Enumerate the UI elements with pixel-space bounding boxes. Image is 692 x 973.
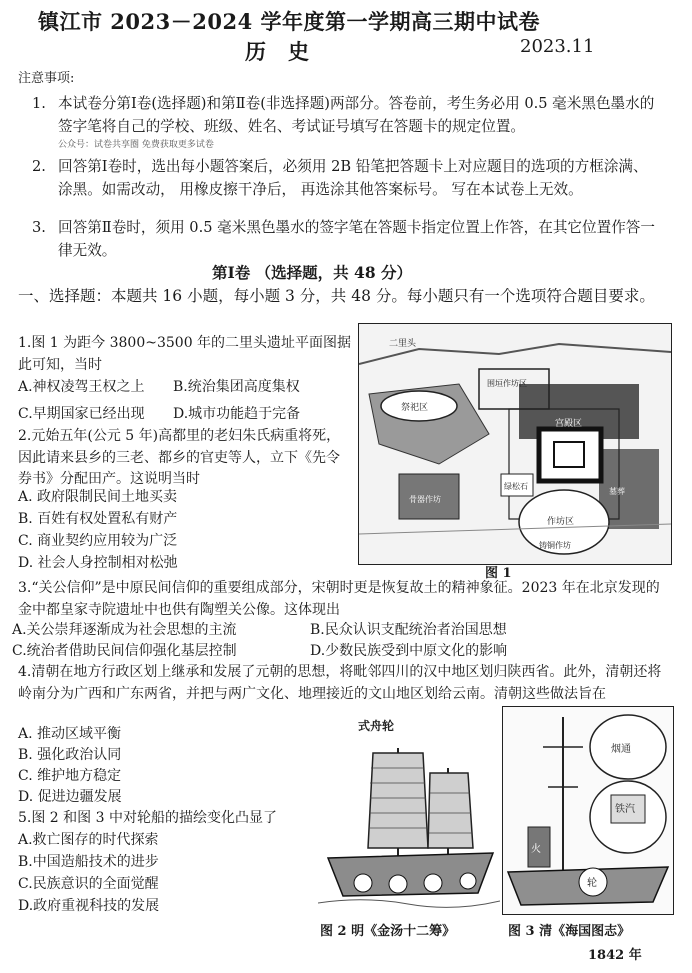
question-1-stem: 1.图 1 为距今 3800~3500 年的二里头遗址平面图据此可知，当时 bbox=[18, 335, 352, 373]
question-2-option-a: A. 政府限制民间土地买卖 bbox=[18, 489, 178, 505]
figure-2-inscription: 式舟轮 bbox=[358, 719, 395, 733]
site-label: 祭祀区 bbox=[401, 403, 429, 413]
question-4-option-d: D. 促进边疆发展 bbox=[18, 789, 122, 805]
question-1-option-c: C.早期国家已经出现 bbox=[18, 406, 145, 422]
notice-text: 回答第Ⅱ卷时，须用 0.5 毫米黑色墨水的签字笔在答题卡指定位置上作答，在其它位置作答一律无效。 bbox=[58, 219, 655, 259]
question-5-option-c: C.民族意识的全面觉醒 bbox=[18, 876, 159, 892]
question-2-option-d: D. 社会人身控制相对松弛 bbox=[18, 555, 178, 571]
exam-title: 镇江市 2023－2024 学年度第一学期高三期中试卷 bbox=[38, 9, 541, 34]
question-4-option-a: A. 推动区域平衡 bbox=[18, 726, 122, 742]
figure-1-site-plan bbox=[358, 323, 672, 565]
site-label: 墓葬 bbox=[609, 487, 625, 496]
steamship-label: 烟通 bbox=[611, 744, 631, 755]
notice-heading: 注意事项: bbox=[18, 71, 75, 86]
figure-3-caption: 图 3 清《海国图志》 bbox=[508, 924, 631, 939]
question-1-option-b: B.统治集团高度集权 bbox=[173, 379, 300, 395]
exam-subject: 历史 bbox=[245, 39, 331, 64]
site-plan-drawing bbox=[359, 324, 671, 564]
steamship-label: 轮 bbox=[587, 878, 597, 889]
site-label: 宫殿区 bbox=[555, 419, 583, 429]
site-label: 围垣作坊区 bbox=[487, 379, 527, 388]
question-1-option-a: A.神权凌驾王权之上 bbox=[18, 379, 145, 395]
question-5-stem: 5.图 2 和图 3 中对轮船的描绘变化凸显了 bbox=[18, 810, 277, 826]
notice-number: 3. bbox=[32, 219, 46, 236]
figure-3-steamship bbox=[502, 706, 674, 915]
question-3-option-c: C.统治者借助民间信仰强化基层控制 bbox=[12, 643, 237, 659]
question-3-option-d: D.少数民族受到中原文化的影响 bbox=[310, 643, 508, 659]
site-label: 作坊区 bbox=[547, 517, 575, 527]
exam-date: 2023.11 bbox=[520, 36, 595, 57]
site-label: 二里头 bbox=[389, 339, 417, 349]
question-4-option-b: B. 强化政治认同 bbox=[18, 747, 122, 763]
notice-number: 1. bbox=[32, 95, 46, 112]
steamship-label: 铁汽 bbox=[615, 804, 635, 815]
question-4-option-c: C. 维护地方稳定 bbox=[18, 768, 122, 784]
question-2-option-c: C. 商业契约应用较为广泛 bbox=[18, 533, 178, 549]
notice-item bbox=[32, 92, 662, 138]
steamship-drawing bbox=[503, 707, 673, 914]
question-5-option-b: B.中国造船技术的进步 bbox=[18, 854, 159, 870]
wheel-boat-drawing bbox=[318, 708, 500, 913]
question-4-stem: 4.清朝在地方行政区划上继承和发展了元朝的思想，将毗邻四川的汉中地区划归陕西省。此外，清朝还将岭南分为广西和广东两省，并把与两广文化、地理接近的文山地区划给云南。清朝这些做法旨在 bbox=[18, 664, 662, 702]
section-title: 第Ⅰ卷 （选择题，共 48 分） bbox=[212, 263, 413, 282]
notice-text: 回答第Ⅰ卷时，选出每小题答案后，必须用 2B 铅笔把答题卡上对应题目的选项的方框涂满、涂黑。如需改动， 用橡皮擦干净后， 再选涂其他答案标号。 写在本试卷上无效。 bbox=[58, 158, 648, 198]
question-5-option-a: A.救亡图存的时代探索 bbox=[18, 832, 159, 848]
notice-text: 本试卷分第Ⅰ卷(选择题)和第Ⅱ卷(非选择题)两部分。答卷前，考生务必用 0.5 毫米黑色墨水的签字笔将自己的学校、班级、姓名、考试证号填写在答题卡的规定位置。 bbox=[58, 95, 655, 135]
notice-number: 2. bbox=[32, 158, 46, 175]
site-label: 绿松石 bbox=[504, 482, 528, 491]
figure-3-year: 1842 年 bbox=[588, 948, 642, 963]
notice-item bbox=[32, 216, 662, 262]
figure-2-wheel-boat bbox=[318, 708, 500, 913]
watermark-text: 公众号：试卷共享圈 免费获取更多试卷 bbox=[58, 140, 214, 150]
notice-item bbox=[32, 155, 662, 201]
site-label: 铸铜作坊 bbox=[539, 541, 571, 550]
question-3-stem: 3.“关公信仰”是中原民间信仰的重要组成部分，宋朝时更是恢复故土的精神象征。2023 年在北京发现的金中都皇家寺院遗址中也供有陶塑关公像。这体现出 bbox=[18, 580, 660, 618]
figure-1-caption: 图 1 bbox=[485, 566, 512, 581]
question-3-option-b: B.民众认识支配统治者治国思想 bbox=[310, 622, 507, 638]
figure-2-caption: 图 2 明《金汤十二筹》 bbox=[320, 924, 456, 939]
section-instruction: 一、选择题：本题共 16 小题，每小题 3 分，共 48 分。每小题只有一个选项符合题目要求。 bbox=[18, 287, 655, 305]
question-5-option-d: D.政府重视科技的发展 bbox=[18, 898, 160, 914]
question-3-option-a: A.关公崇拜逐渐成为社会思想的主流 bbox=[12, 622, 237, 638]
site-label: 骨器作坊 bbox=[409, 495, 441, 504]
question-2-stem: 2.元始五年(公元 5 年)高都里的老妇朱氏病重将死，因此请来县乡的三老、都乡的官吏等人，立下《先令券书》分配田产。这说明当时 bbox=[18, 428, 341, 487]
question-1-option-d: D.城市功能趋于完备 bbox=[173, 406, 301, 422]
steamship-label: 火 bbox=[531, 844, 541, 855]
question-2-option-b: B. 百姓有权处置私有财产 bbox=[18, 511, 178, 527]
